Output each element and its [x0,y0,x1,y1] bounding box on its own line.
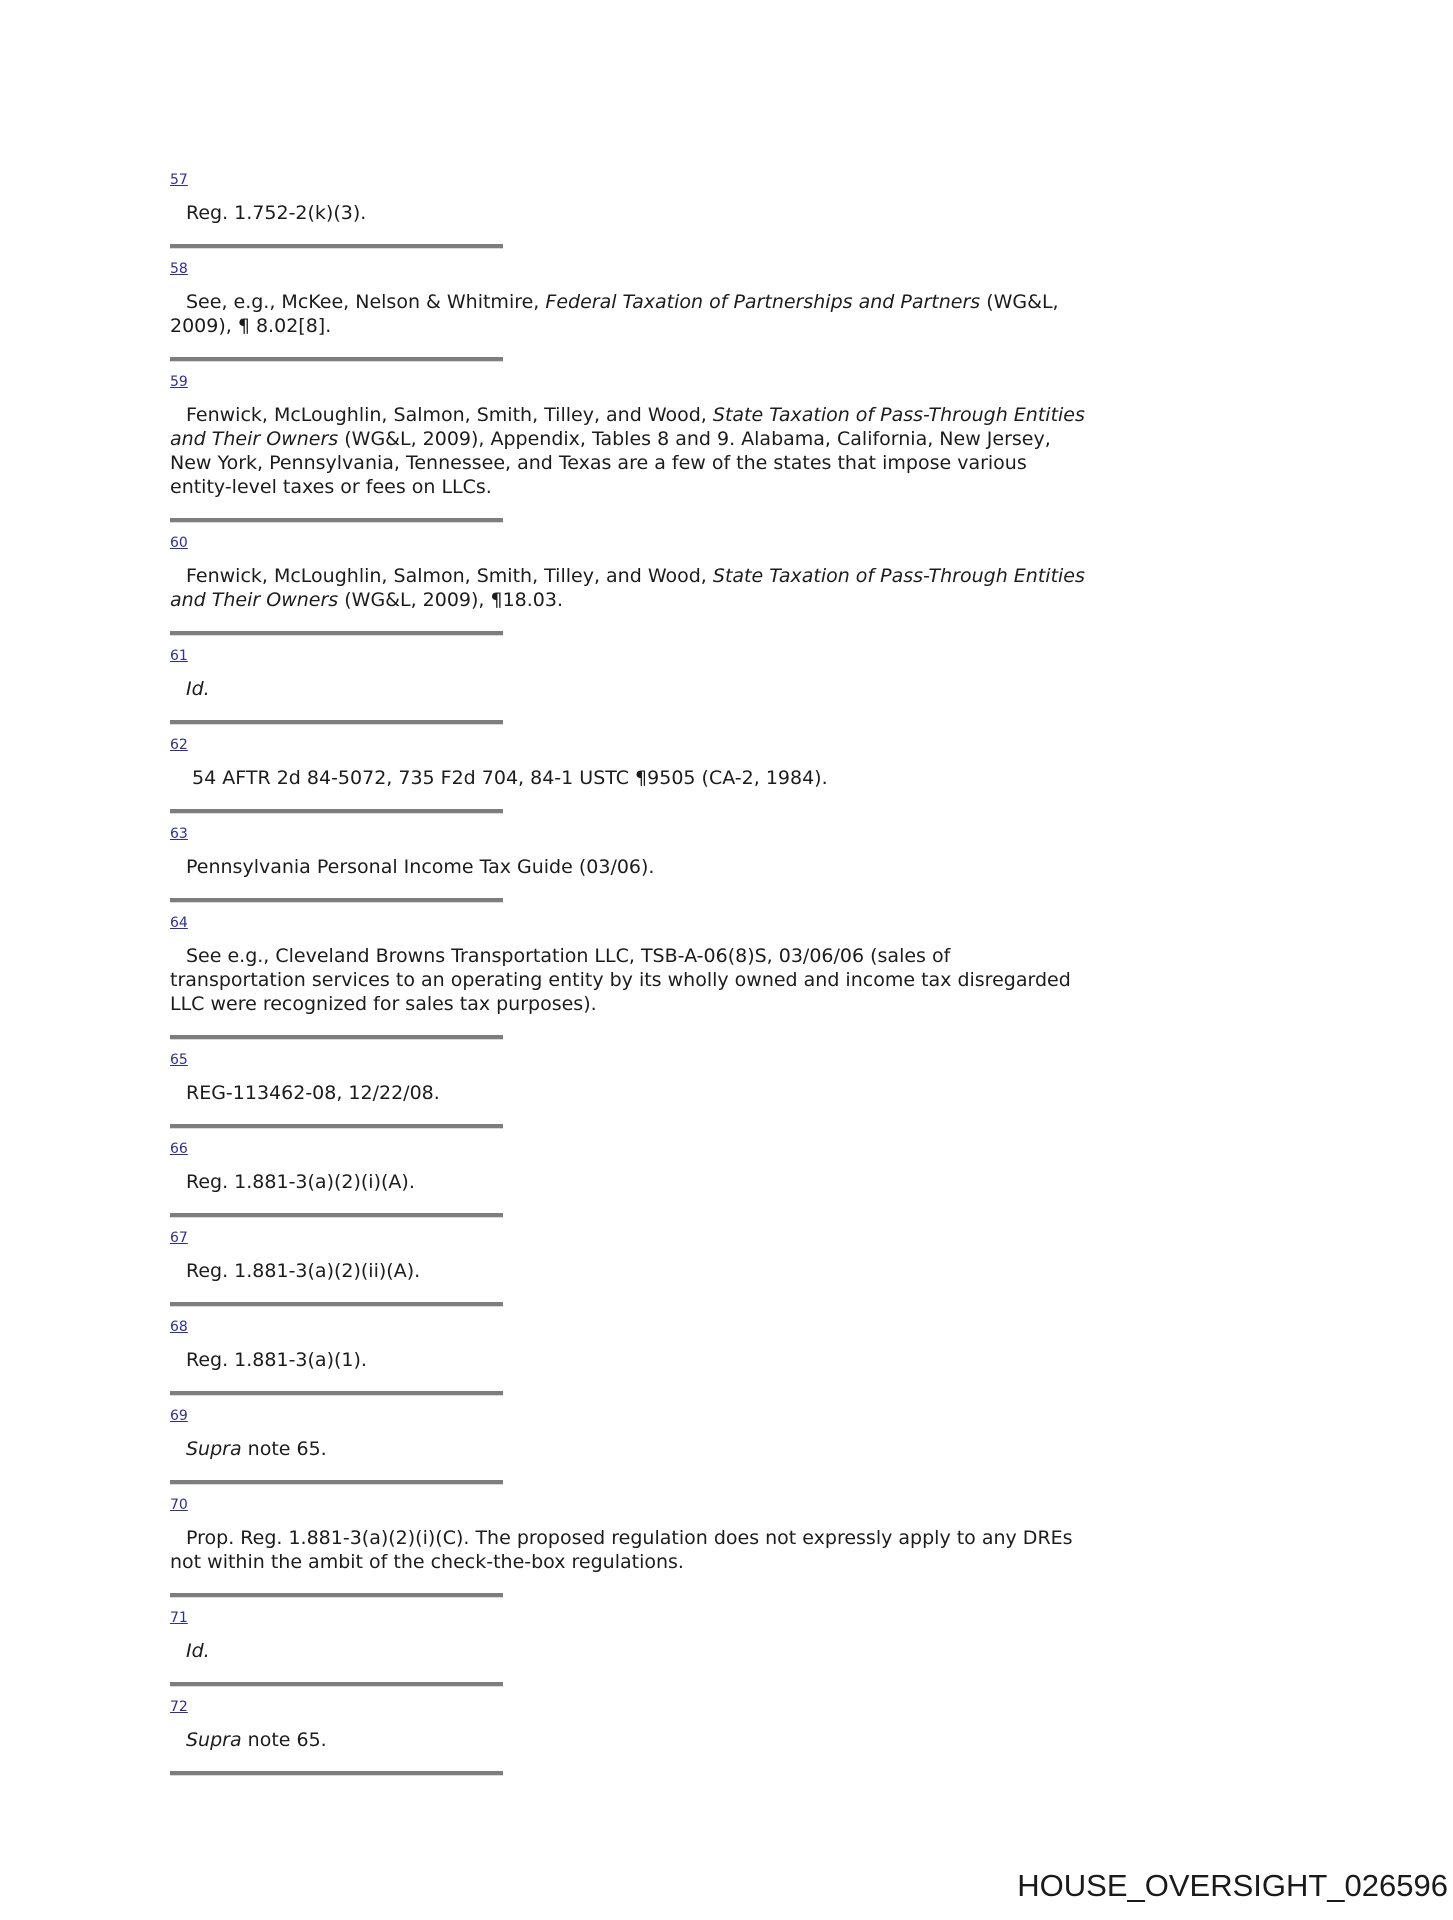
footnote-text-segment: REG-113462-08, 12/22/08. [186,1082,440,1104]
footnote-text [170,855,1310,879]
footnote-line [170,475,1310,499]
footnote-text-segment: Id. [186,678,210,700]
footnote-number-link[interactable]: 60 [170,535,188,551]
separator-rule [170,1035,503,1040]
separator-rule [170,1391,503,1396]
footnote-text-segment: Fenwick, McLoughlin, Salmon, Smith, Tilley, and Wood, [186,565,713,587]
footnote-line [170,855,1310,879]
footnote-text-segment: note 65. [241,1729,327,1751]
footnote-number-link[interactable]: 61 [170,648,188,664]
footnote-text [170,944,1310,1016]
footnote-text-segment: New York, Pennsylvania, Tennessee, and Texas are a few of the states that impose various [170,452,1027,474]
footnote-line [170,403,1310,427]
separator-rule [170,720,503,725]
footnote [170,734,1310,814]
footnote-number-link[interactable]: 68 [170,1319,188,1335]
footnote-line [170,1170,1310,1194]
footnote-text-segment: note 65. [241,1438,327,1460]
footnote [170,1607,1310,1687]
footnote [170,823,1310,903]
footnote-number-link[interactable]: 69 [170,1408,188,1424]
footnote-text-segment: State Taxation of Pass-Through Entities [712,404,1085,426]
footnote-text-segment: transportation services to an operating entity by its wholly owned and income tax disregarded [170,969,1071,991]
footnote [170,1696,1310,1776]
footnote-text [170,1526,1310,1574]
footnote-line [170,1550,1310,1574]
separator-rule [170,357,503,362]
footnote-number-link[interactable]: 59 [170,374,188,390]
footnote-line [170,677,1310,701]
footnote-line [170,1526,1310,1550]
footnote [170,1494,1310,1598]
footnote-line [170,992,1310,1016]
separator-rule [170,1124,503,1129]
footnote-text [170,1728,1310,1752]
footnote-text [170,766,1310,790]
footnote-text-segment: Id. [186,1640,210,1662]
footnote-text-segment: LLC were recognized for sales tax purposes). [170,993,597,1015]
footnote-line [170,588,1310,612]
footnotes-list [170,169,1310,1785]
footnote-line [170,1081,1310,1105]
footnote-text-segment: entity-level taxes or fees on LLCs. [170,476,492,498]
footnote-line [170,451,1310,475]
footnote-number-link[interactable]: 63 [170,826,188,842]
footnote [170,1049,1310,1129]
separator-rule [170,1682,503,1687]
footnote-line [170,427,1310,451]
separator-rule [170,809,503,814]
footnote-text [170,1259,1310,1283]
separator-rule [170,631,503,636]
footnote-text-segment: See, e.g., McKee, Nelson & Whitmire, [186,291,546,313]
footnote-line [170,968,1310,992]
separator-rule [170,244,503,249]
footnote-text-segment: (WG&L, [980,291,1059,313]
footnote [170,258,1310,362]
separator-rule [170,1593,503,1598]
footnote-text [170,1639,1310,1663]
footnote-text-segment: Federal Taxation of Partnerships and Partners [545,291,981,313]
footnote-text-segment: not within the ambit of the check-the-box regulations. [170,1551,684,1573]
footnote-text [170,1348,1310,1372]
footnote [170,1316,1310,1396]
footnote-text-segment: Pennsylvania Personal Income Tax Guide (03/06). [186,856,655,878]
footnote-text [170,290,1310,338]
footnote-number-link[interactable]: 67 [170,1230,188,1246]
footnote-text-segment: and Their Owners [170,428,339,450]
footnote-text-segment: (WG&L, 2009), ¶18.03. [338,589,564,611]
footnote-number-link[interactable]: 72 [170,1699,188,1715]
footnote [170,1138,1310,1218]
footnote-number-link[interactable]: 70 [170,1497,188,1513]
footnote-number-link[interactable]: 58 [170,261,188,277]
footnote-text-segment: and Their Owners [170,589,339,611]
footnote-text-segment: Reg. 1.881-3(a)(1). [186,1349,367,1371]
separator-rule [170,1480,503,1485]
footnote-text [170,1081,1310,1105]
footnote-text-segment: Reg. 1.752-2(k)(3). [186,202,367,224]
footnote-line [170,1639,1310,1663]
separator-rule [170,1771,503,1776]
footnote-line [170,1348,1310,1372]
footnote-text [170,1170,1310,1194]
footnote-line [170,1728,1310,1752]
footnote [170,1405,1310,1485]
footnote [170,912,1310,1040]
footnote-text [170,201,1310,225]
footnote-line [170,1259,1310,1283]
footnote-text-segment: (WG&L, 2009), Appendix, Tables 8 and 9. Alabama, California, New Jersey, [338,428,1051,450]
footnote-number-link[interactable]: 66 [170,1141,188,1157]
footnote [170,1227,1310,1307]
footnote-text-segment: Supra [186,1438,242,1460]
footnote-text-segment: Prop. Reg. 1.881-3(a)(2)(i)(C). The proposed regulation does not expressly apply to any DREs [186,1527,1073,1549]
footnote-text [170,564,1310,612]
footnote-line [170,1437,1310,1461]
footnote-line [170,314,1310,338]
footnote-text-segment: State Taxation of Pass-Through Entities [712,565,1085,587]
footnote-number-link[interactable]: 65 [170,1052,188,1068]
footnote-text-segment: 2009), ¶ 8.02[8]. [170,315,332,337]
separator-rule [170,518,503,523]
footnote-text-segment: 54 AFTR 2d 84-5072, 735 F2d 704, 84-1 USTC ¶9505 (CA-2, 1984). [186,767,828,789]
footnote-text-segment: See e.g., Cleveland Browns Transportation LLC, TSB-A-06(8)S, 03/06/06 (sales of [186,945,951,967]
footnote-number-link[interactable]: 71 [170,1610,188,1626]
footnote [170,371,1310,523]
footnote [170,169,1310,249]
footnote-number-link[interactable]: 57 [170,172,188,188]
separator-rule [170,1302,503,1307]
footnote-text-segment: Reg. 1.881-3(a)(2)(ii)(A). [186,1260,421,1282]
footnote-text-segment: Reg. 1.881-3(a)(2)(i)(A). [186,1171,415,1193]
footnote-text [170,677,1310,701]
footnote-number-link[interactable]: 62 [170,737,188,753]
footnote-number-link[interactable]: 64 [170,915,188,931]
footnote-text-segment: Fenwick, McLoughlin, Salmon, Smith, Tilley, and Wood, [186,404,713,426]
footnote-line [170,201,1310,225]
footnote-text [170,1437,1310,1461]
footnote-text-segment: Supra [186,1729,242,1751]
footnote-line [170,290,1310,314]
bates-number: HOUSE_OVERSIGHT_026596 [1017,1868,1448,1903]
separator-rule [170,1213,503,1218]
separator-rule [170,898,503,903]
footnote-line [170,564,1310,588]
footnote-line [170,944,1310,968]
footnote-line [170,766,1310,790]
footnote [170,645,1310,725]
footnote-text [170,403,1310,499]
footnote [170,532,1310,636]
